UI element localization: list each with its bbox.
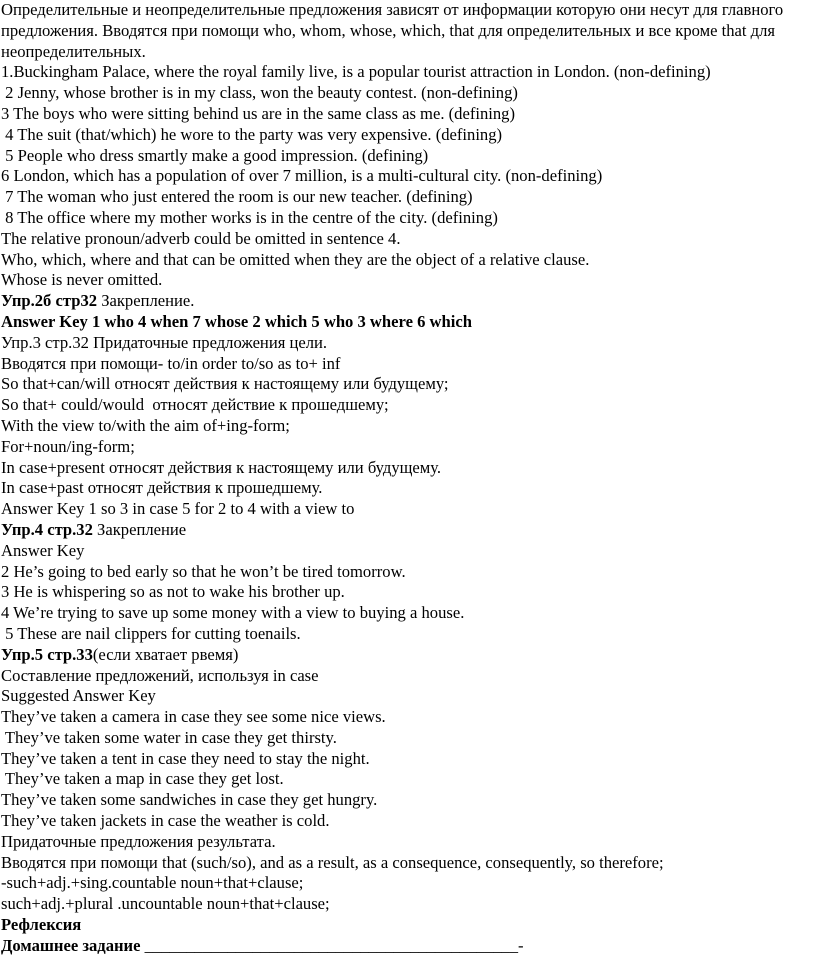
exercise-4-label: Упр.4 стр.32 [1,519,93,539]
purpose-for: For+noun/ing-form; [1,436,135,456]
result-clauses-section [1,832,811,915]
note-omission-sentence-4: The relative pronoun/adverb could be omitted in sentence 4. [1,228,401,248]
purpose-heading: Упр.3 стр.32 Придаточные предложения цели. [1,332,328,352]
exercise-4-answers [1,541,811,645]
ex5-answer-camera: They’ve taken a camera in case they see some nice views. [1,707,386,727]
answer-key-2b: Answer Key 1 who 4 when 7 whose 2 which 5 who 3 where 6 which [1,311,472,331]
purpose-in-case-past: In case+past относят действия к прошедшему. [1,478,323,498]
exercise-5-answers [1,666,811,832]
purpose-answer-key: Answer Key 1 so 3 in case 5 for 2 to 4 with a view to [1,499,355,519]
homework-line [1,936,811,957]
homework-trail: - [518,935,524,955]
exercise-2b-label: Упр.2б стр32 [1,291,98,311]
note-omission-object: Who, which, where and that can be omitted when they are the object of a relative clause. [1,249,590,269]
exercise-5-label: Упр.5 стр.33 [1,644,93,664]
sentence-4: 4 The suit (that/which) he wore to the party was very expensive. (defining) [1,124,503,144]
ex4-answer-5: 5 These are nail clippers for cutting toenails. [1,623,301,643]
purpose-so-that-present: So that+can/will относят действия к настоящему или будущему; [1,374,449,394]
homework-blank: _____________________________________________ [144,935,518,955]
intro-paragraph: Определительные и неопределительные предложения зависят от информации которую они несут для главного предложения. Вводятся при помощи who, whom, whose, which, that для определительных и все кроме that для неопределительных. [1,0,784,61]
ex4-answer-2: 2 He’s going to bed early so that he won’t be tired tomorrow. [1,561,406,581]
result-rule-plural: such+adj.+plural .uncountable noun+that+clause; [1,894,330,914]
relative-clause-sentences [1,62,811,228]
grammar-notes [1,229,811,291]
purpose-intro: Вводятся при помощи- to/in order to/so as to+ inf [1,353,341,373]
ex5-answer-sandwiches: They’ve taken some sandwiches in case they get hungry. [1,790,378,810]
note-whose: Whose is never omitted. [1,270,163,290]
purpose-so-that-past: So that+ could/would относят действие к прошедшему; [1,395,389,415]
exercise-5-heading [1,645,811,666]
exercise-2b-heading [1,291,811,312]
reflection-heading: Рефлексия [1,915,82,935]
ex4-answer-3: 3 He is whispering so as not to wake his brother up. [1,582,345,602]
sentence-5: 5 People who dress smartly make a good impression. (defining) [1,145,429,165]
purpose-with-view: With the view to/with the aim of+ing-form; [1,415,290,435]
ex4-answer-4: 4 We’re trying to save up some money with a view to buying a house. [1,603,465,623]
ex5-answer-water: They’ve taken some water in case they get thirsty. [1,727,337,747]
exercise-2b-text: Закрепление. [97,291,195,311]
exercise-4-text: Закрепление [92,519,187,539]
ex5-answer-tent: They’ve taken a tent in case they need to stay the night. [1,748,370,768]
exercise-4-heading [1,520,811,541]
result-intro: Вводятся при помощи that (such/so), and as a result, as a consequence, consequently, so therefore; [1,852,664,872]
purpose-in-case-present: In case+present относят действия к настоящему или будущему. [1,457,442,477]
sentence-2: 2 Jenny, whose brother is in my class, won the beauty contest. (non-defining) [1,83,518,103]
sentence-8: 8 The office where my mother works is in the centre of the city. (defining) [1,207,498,227]
sentence-3: 3 The boys who were sitting behind us are in the same class as me. (defining) [1,103,515,123]
ex5-answer-jackets: They’ve taken jackets in case the weather is cold. [1,811,330,831]
ex5-task: Составление предложений, используя in case [1,665,319,685]
sentence-7: 7 The woman who just entered the room is our new teacher. (defining) [1,187,473,207]
sentence-6: 6 London, which has a population of over 7 million, is a multi-cultural city. (non-defining) [1,166,603,186]
purpose-clauses-section [1,333,811,520]
homework-label: Домашнее задание [1,935,141,955]
answer-key-label: Answer Key [1,540,85,560]
result-heading: Придаточные предложения результата. [1,831,276,851]
ex5-suggested-key-label: Suggested Answer Key [1,686,156,706]
sentence-1: 1.Buckingham Palace, where the royal family live, is a popular tourist attraction in London. (non-defining) [1,62,711,82]
exercise-5-text: (если хватает рвемя) [92,644,239,664]
ex5-answer-map: They’ve taken a map in case they get lost. [1,769,284,789]
result-rule-singular: -such+adj.+sing.countable noun+that+clause; [1,873,304,893]
